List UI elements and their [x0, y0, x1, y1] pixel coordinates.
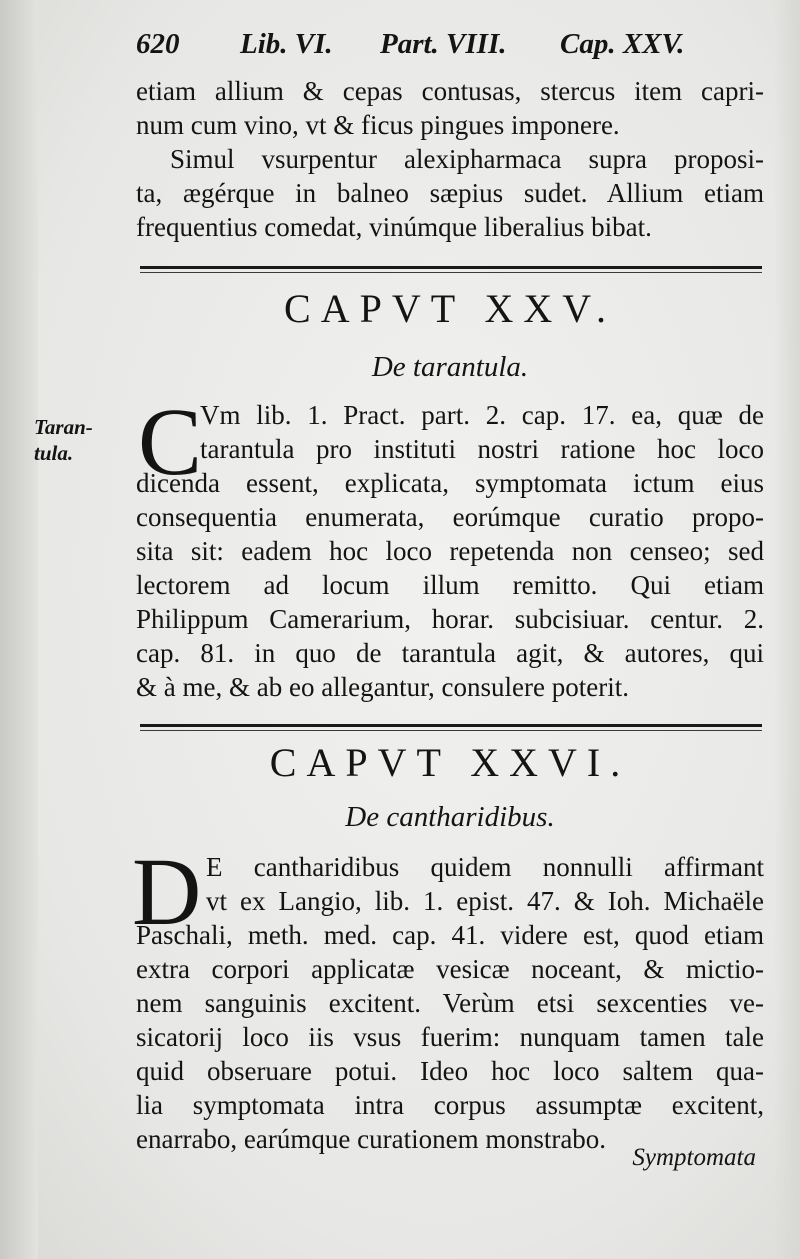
intro-line: etiam allium & cepas contusas, stercus item capri-	[136, 76, 764, 106]
body-line: lia symptomata intra corpus assumptæ excitent,	[136, 1090, 764, 1120]
body-line: quid obseruare potui. Ideo hoc loco saltem qua-	[136, 1056, 764, 1086]
gutter-shadow	[0, 0, 38, 1259]
body-line: & à me, & ab eo allegantur, consulere poterit.	[136, 672, 629, 702]
header-cap: Cap. XXV.	[560, 28, 685, 60]
intro-line: num cum vino, vt & ficus pingues imponere.	[136, 110, 620, 140]
body-line: enarrabo, earúmque curationem monstrabo.	[136, 1124, 607, 1154]
margin-note-line: Taran-	[34, 415, 93, 439]
body-line: dicenda essent, explicata, symptomata ictum eius	[136, 468, 764, 498]
intro-line: ta, ægérque in balneo sæpius sudet. Allium etiam	[136, 178, 764, 208]
section-rule-thin	[140, 730, 762, 731]
chapter-heading: CAPVT XXVI.	[269, 740, 631, 785]
margin-note-line: tula.	[34, 441, 74, 465]
catchword: Symptomata	[632, 1144, 756, 1171]
chapter-heading: CAPVT XXV.	[284, 286, 616, 331]
body-line: vt ex Langio, lib. 1. epist. 47. & Ioh. Michaële	[206, 886, 764, 916]
body-line: Philippum Camerarium, horar. subcisiuar. centur. 2.	[136, 604, 764, 634]
body-line: tarantula pro instituti nostri ratione hoc loco	[200, 434, 764, 464]
intro-line: frequentius comedat, vinúmque liberalius bibat.	[136, 212, 652, 242]
drop-cap: C	[138, 388, 203, 495]
intro-line: Simul vsurpentur alexipharmaca supra proposi-	[170, 144, 764, 174]
body-line: extra corpori applicatæ vesicæ noceant, & mictio-	[136, 954, 764, 984]
header-lib: Lib. VI.	[240, 28, 333, 60]
header-part: Part. VIII.	[380, 28, 507, 60]
section-rule-thin	[140, 272, 762, 273]
section-rule	[140, 724, 762, 727]
page-number: 620	[136, 28, 180, 60]
body-line: cap. 81. in quo de tarantula agit, & autores, qui	[136, 638, 764, 668]
margin-note	[34, 414, 93, 466]
page-edge-shadow	[774, 0, 800, 1259]
body-line: E cantharidibus quidem nonnulli affirmant	[206, 852, 764, 882]
body-line: sicatorij loco iis vsus fuerim: nunquam tamen tale	[136, 1022, 764, 1052]
body-line: consequentia enumerata, eorúmque curatio propo-	[136, 502, 764, 532]
chapter-subtitle: De tarantula.	[371, 351, 529, 383]
body-line: Paschali, meth. med. cap. 41. videre est, quod etiam	[136, 920, 764, 950]
running-header	[136, 28, 756, 72]
body-line: Vm lib. 1. Pract. part. 2. cap. 17. ea, quæ de	[200, 400, 764, 430]
section-rule	[140, 266, 762, 269]
body-line: lectorem ad locum illum remitto. Qui etiam	[136, 570, 764, 600]
chapter-subtitle: De cantharidibus.	[345, 801, 555, 833]
body-line: sita sit: eadem hoc loco repetenda non censeo; sed	[136, 536, 764, 566]
drop-cap: D	[132, 838, 202, 945]
body-line: nem sanguinis excitent. Verùm etsi sexcenties ve-	[136, 988, 764, 1018]
